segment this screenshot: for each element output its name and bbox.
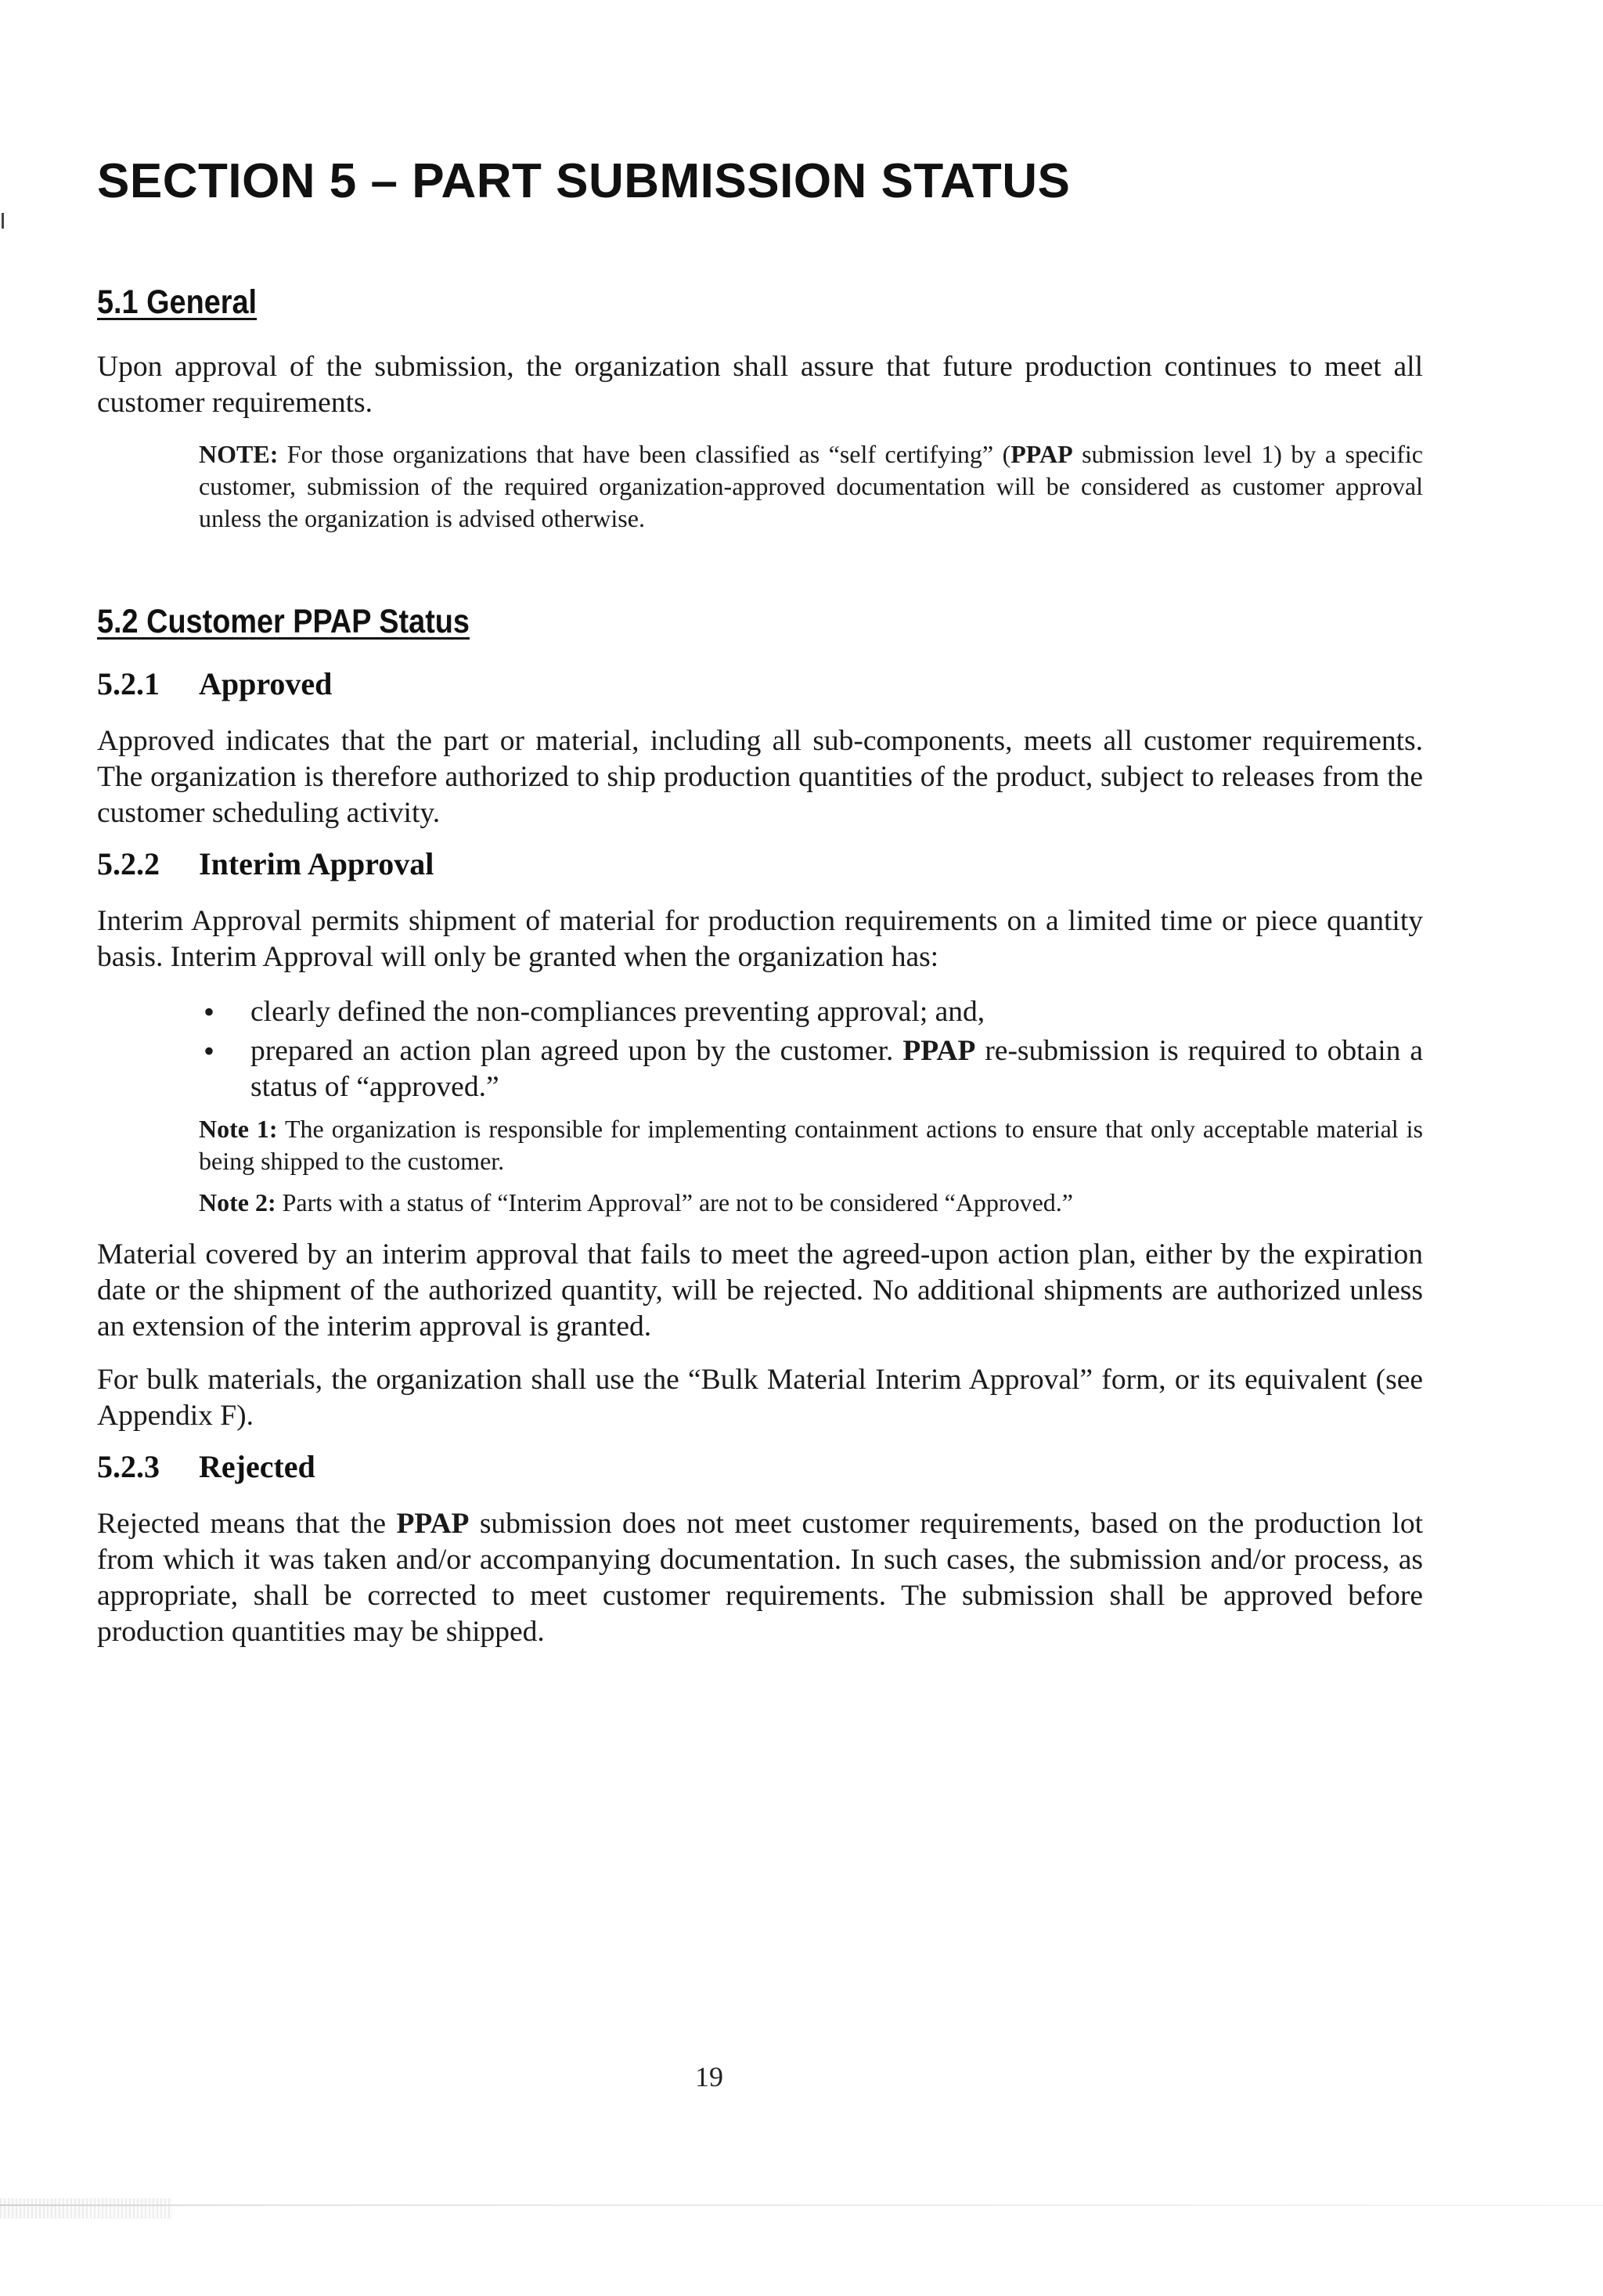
paragraph-5-2-1: Approved indicates that the part or material, including all sub-components, meets all customer requirements. The organization is therefore authorized to ship production quantities of the product, subject to releases from the customer scheduling activity. [97,725,1423,829]
note-label: Note 1: [199,1115,278,1143]
paragraph-5-2-3 [97,1506,1423,1650]
note-label: Note 2: [199,1188,276,1216]
heading-5-2-2-interim-approval [97,845,434,882]
paragraph-5-1: Upon approval of the submission, the organization shall assure that future production continues to meet all customer requirements. [97,351,1423,419]
note-label: NOTE: [199,440,279,468]
heading-number: 5.2.1 [97,666,160,701]
scan-edge-mark [2,213,4,229]
paragraph-5-2-2: Interim Approval permits shipment of material for production requirements on a limited time or piece quantity basis. Interim Approval will only be granted when the organization has: [97,905,1423,973]
note-text-pre: For those organizations that have been classified as “self certifying” ( [278,440,1011,468]
heading-5-2-1-approved [97,665,332,702]
note-2 [199,1187,1423,1219]
heading-title: Approved [199,666,333,701]
scan-artifact [0,2198,172,2219]
paragraph-text-post: submission does not meet customer requirements, based on the production lot from which it was taken and/or accompanying documentation. In such cases, the submission and/or process, as appropriate, shall be corrected to meet customer requirements. The submission shall be approved before production quantities may be shipped. [97,1508,1423,1648]
list-item: • clearly defined the non-compliances preventing approval; and, [199,994,1423,1030]
paragraph-bulk-materials: For bulk materials, the organization shall use the “Bulk Material Interim Approval” form, or its equivalent (see Appendix F). [97,1364,1423,1432]
scan-edge-line [0,2204,1603,2206]
heading-number: 5.2.3 [97,1449,160,1484]
note-1 [199,1113,1423,1177]
list-item-text-pre: prepared an action plan agreed upon by the customer. [250,1035,903,1067]
list-item-text-bold: PPAP [902,1035,976,1067]
interim-conditions-list [199,994,1423,1108]
note-text: The organization is responsible for implementing containment actions to ensure that only acceptable material is being shipped to the customer. [199,1115,1424,1175]
paragraph-text-pre: Rejected means that the [97,1508,397,1540]
list-item-text-post: re-submission is required to obtain a status of “approved.” [250,1035,1423,1103]
heading-5-2-3-rejected [97,1448,315,1485]
note-text: Parts with a status of “Interim Approval” are not to be considered “Approved.” [276,1188,1073,1216]
note-text-post: submission level 1) by a specific customer, submission of the required organization-approved documentation will be considered as customer approval unless the organization is advised otherwise. [199,440,1424,532]
heading-5-1-general: 5.1 General [97,283,258,321]
page-number: 19 [695,2061,723,2092]
note-text-bold: PPAP [1010,440,1073,468]
paragraph-text-bold: PPAP [396,1508,470,1540]
note-self-certifying [199,438,1423,535]
paragraph-interim-failure: Material covered by an interim approval that fails to meet the agreed-upon action plan, either by the expiration date or the shipment of the authorized quantity, will be rejected. No additional shipments are authorized unless an extension of the interim approval is granted. [97,1238,1423,1343]
heading-title: Interim Approval [199,846,434,881]
heading-5-2-customer-ppap-status: 5.2 Customer PPAP Status [97,603,470,640]
list-item [199,1033,1423,1105]
heading-title: Rejected [199,1449,315,1484]
section-title: SECTION 5 – PART SUBMISSION STATUS [97,154,1071,208]
heading-number: 5.2.2 [97,846,160,881]
